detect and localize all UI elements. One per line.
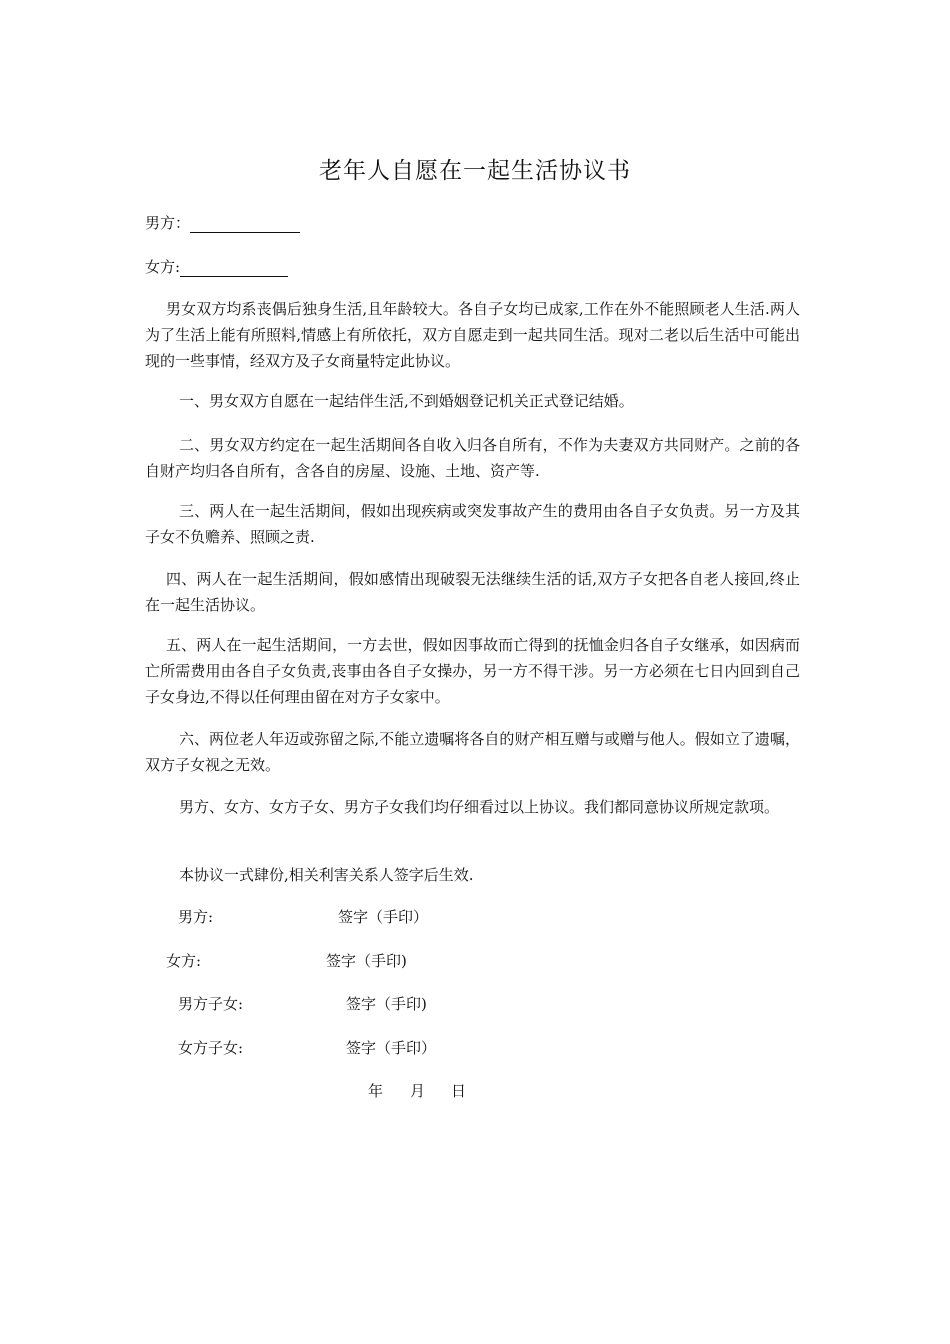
clause-2: 二、男女双方约定在一起生活期间各自收入归各自所有，不作为夫妻双方共同财产。之前的各自财产均归各自所有，含各自的房屋、设施、土地、资产等. [145, 436, 800, 480]
clause-1: 一、男女双方自愿在一起结伴生活,不到婚姻登记机关正式登记结婚。 [179, 392, 634, 410]
female-signature-label: 女方: [166, 952, 202, 970]
agreement-confirmation: 男方、女方、女方子女、男方子女我们均仔细看过以上协议。我们都同意协议所规定款项。 [179, 798, 780, 816]
male-children-signature-field[interactable]: 签字（手印) [346, 995, 427, 1013]
date-year: 年 [368, 1082, 384, 1100]
clause-3: 三、两人在一起生活期间，假如出现疾病或突发事故产生的费用由各自子女负责。另一方及其子女不负赡养、照顾之责. [145, 502, 800, 546]
male-party-line [145, 212, 300, 233]
date-day: 日 [451, 1082, 467, 1100]
male-party-label: 男方： [145, 214, 191, 232]
female-party-label: 女方: [145, 258, 181, 276]
date-month: 月 [410, 1082, 426, 1100]
clause-6: 六、两位老人年迈或弥留之际,不能立遗嘱将各自的财产相互赠与或赠与他人。假如立了遗嘱，双方子女视之无效。 [145, 730, 800, 774]
male-signature-field[interactable]: 签字（手印） [338, 908, 429, 926]
female-name-blank[interactable] [180, 260, 288, 277]
male-children-signature-label: 男方子女: [178, 995, 244, 1013]
female-party-line [145, 256, 288, 277]
clause-4: 四、两人在一起生活期间，假如感情出现破裂无法继续生活的话,双方子女把各自老人接回,终止在一起生活协议。 [145, 570, 800, 614]
clause-5: 五、两人在一起生活期间，一方去世，假如因事故而亡得到的抚恤金归各自子女继承，如因病而亡所需费用由各自子女负责,丧事由各自子女操办，另一方不得干涉。另一方必须在七日内回到自己子女身边,不得以任何理由留在对方子女家中。 [145, 636, 800, 706]
intro-paragraph: 男女双方均系丧偶后独身生活,且年龄较大。各自子女均已成家,工作在外不能照顾老人生活.两人为了生活上能有所照料,情感上有所依托，双方自愿走到一起共同生活。现对二老以后生活中可能出现的一些事情，经双方及子女商量特定此协议。 [145, 300, 800, 370]
female-signature-field[interactable]: 签字（手印) [326, 952, 407, 970]
document-title: 老年人自愿在一起生活协议书 [319, 158, 631, 184]
effectiveness-statement: 本协议一式肆份,相关利害关系人签字后生效. [179, 866, 474, 884]
female-children-signature-label: 女方子女: [178, 1039, 244, 1057]
female-children-signature-field[interactable]: 签字（手印） [346, 1039, 437, 1057]
male-name-blank[interactable] [190, 216, 300, 233]
male-signature-label: 男方: [178, 908, 214, 926]
